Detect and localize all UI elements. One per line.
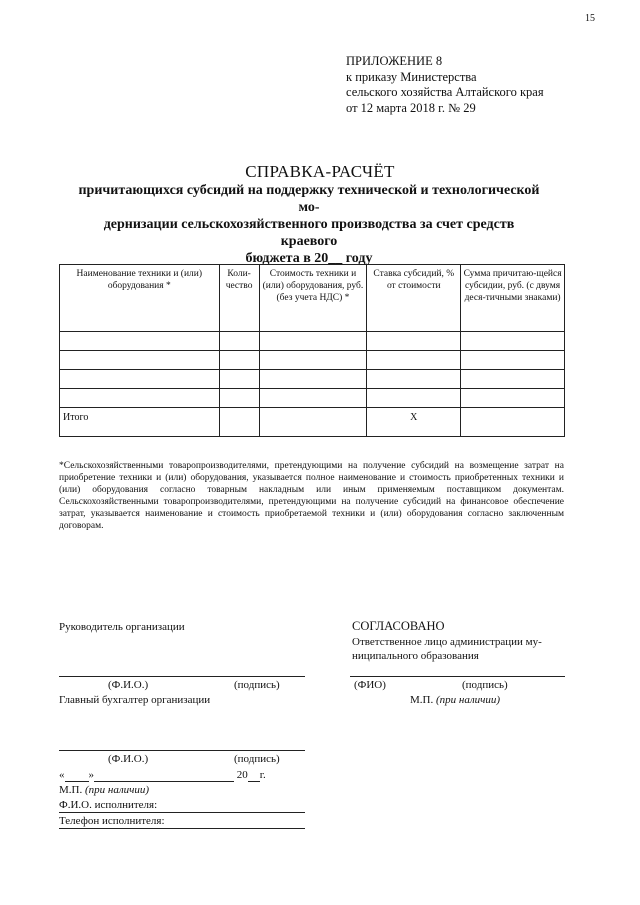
header-quantity: Коли-чество <box>219 265 259 332</box>
appendix-line-1: ПРИЛОЖЕНИЕ 8 <box>346 54 443 68</box>
header-subsidy-amount: Сумма причитаю-щейся субсидии, руб. (с двумя деся-тичными знаками) <box>461 265 565 332</box>
date-year-field[interactable] <box>248 769 260 782</box>
agreed-label: СОГЛАСОВАНО <box>352 619 445 633</box>
table-cell[interactable] <box>219 332 259 351</box>
table-cell[interactable] <box>259 351 367 370</box>
table-cell[interactable] <box>367 332 461 351</box>
date-year-suffix: г. <box>259 769 266 781</box>
table-row <box>60 389 565 408</box>
left-stamp-note <box>59 784 149 796</box>
date-close-quote: » <box>88 769 94 781</box>
subsidy-table <box>59 264 565 437</box>
table-row <box>60 370 565 389</box>
table-cell[interactable] <box>259 389 367 408</box>
date-year-prefix: 20 <box>236 769 248 781</box>
date-day-field[interactable] <box>65 769 89 782</box>
document-title: СПРАВКА-РАСЧЁТ <box>245 162 395 181</box>
date-open-quote: « <box>59 769 65 781</box>
date-month-field[interactable] <box>94 769 234 782</box>
head-signature-caption: (подпись) <box>234 679 280 691</box>
date-line <box>59 769 266 782</box>
official-fio-caption: (ФИО) <box>354 679 386 691</box>
table-cell[interactable] <box>461 332 565 351</box>
table-row <box>60 351 565 370</box>
left-stamp-italic: (при наличии) <box>84 784 150 796</box>
executor-fio-label: Ф.И.О. исполнителя: <box>59 799 158 811</box>
table-cell[interactable] <box>461 370 565 389</box>
executor-phone-line[interactable] <box>59 828 305 829</box>
head-fio-caption: (Ф.И.О.) <box>108 679 149 691</box>
table-cell[interactable] <box>461 389 565 408</box>
chief-accountant-label: Главный бухгалтер организации <box>59 694 211 706</box>
table-cell[interactable] <box>219 351 259 370</box>
subtitle-line-1: причитающихся субсидий на поддержку технической и технологической мо- <box>78 183 540 215</box>
subtitle-line-2: дернизации сельскохозяйственного производства за счет средств краевого <box>103 217 515 249</box>
head-signature-line[interactable] <box>59 676 305 677</box>
table-cell[interactable] <box>259 370 367 389</box>
official-signature-caption: (подпись) <box>462 679 508 691</box>
table-cell[interactable] <box>60 389 220 408</box>
table-total-row <box>60 408 565 437</box>
header-cost: Стоимость техники и (или) оборудования, руб. (без учета НДС) * <box>259 265 367 332</box>
document-subtitle <box>74 182 544 267</box>
executor-phone-label: Телефон исполнителя: <box>59 815 165 827</box>
accountant-fio-caption: (Ф.И.О.) <box>108 753 149 765</box>
official-signature-line[interactable] <box>350 676 565 677</box>
appendix-header <box>346 54 544 116</box>
appendix-line-2: к приказу Министерства <box>346 69 477 84</box>
table-cell[interactable] <box>461 351 565 370</box>
total-label: Итого <box>60 408 220 437</box>
total-quantity-cell[interactable] <box>219 408 259 437</box>
right-stamp-prefix: М.П. <box>410 694 436 706</box>
right-stamp-italic: (при наличии) <box>435 694 501 706</box>
table-cell[interactable] <box>259 332 367 351</box>
right-stamp-note <box>410 694 500 706</box>
footnote: *Сельскохозяйственными товаропроизводителями, претендующими на получение субсидий на возмещение затрат на приобретение техники и (или) оборудования, указывается полное наименование и стоимость приобретенных техники и (или) оборудования согласно товарным накладным или иным применяемым поставщиком документам. Сельскохозяйственными товаропроизводителями, претендующими на получение субсидий на финансовое обеспечение затрат, указывается наименование и стоимость приобретаемой техники и (или) оборудования согласно заключенным договорам. <box>59 461 564 531</box>
head-of-organization-label: Руководитель организации <box>59 621 185 633</box>
total-rate-cell: X <box>367 408 461 437</box>
table-header-row <box>60 265 565 332</box>
table-cell[interactable] <box>219 370 259 389</box>
official-line-1: Ответственное лицо администрации му- <box>352 636 542 648</box>
table-cell[interactable] <box>367 351 461 370</box>
executor-fio-line[interactable] <box>59 812 305 813</box>
total-cost-cell[interactable] <box>259 408 367 437</box>
page-number: 15 <box>585 13 595 24</box>
table-cell[interactable] <box>367 389 461 408</box>
accountant-signature-line[interactable] <box>59 750 305 751</box>
appendix-line-3: сельского хозяйства Алтайского края <box>346 85 544 99</box>
table-cell[interactable] <box>60 370 220 389</box>
accountant-signature-caption: (подпись) <box>234 753 280 765</box>
table-row <box>60 332 565 351</box>
table-cell[interactable] <box>367 370 461 389</box>
subtitle-line-3: бюджета в 20__ году <box>245 251 373 266</box>
table-cell[interactable] <box>60 332 220 351</box>
total-amount-cell[interactable] <box>461 408 565 437</box>
table-cell[interactable] <box>219 389 259 408</box>
table-cell[interactable] <box>60 351 220 370</box>
header-rate: Ставка субсидий, % от стоимости <box>367 265 461 332</box>
official-line-2: ниципального образования <box>352 650 479 662</box>
left-stamp-prefix: М.П. <box>59 784 85 796</box>
header-equipment-name: Наименование техники и (или) оборудования * <box>60 265 220 332</box>
appendix-line-4: от 12 марта 2018 г. № 29 <box>346 100 476 115</box>
